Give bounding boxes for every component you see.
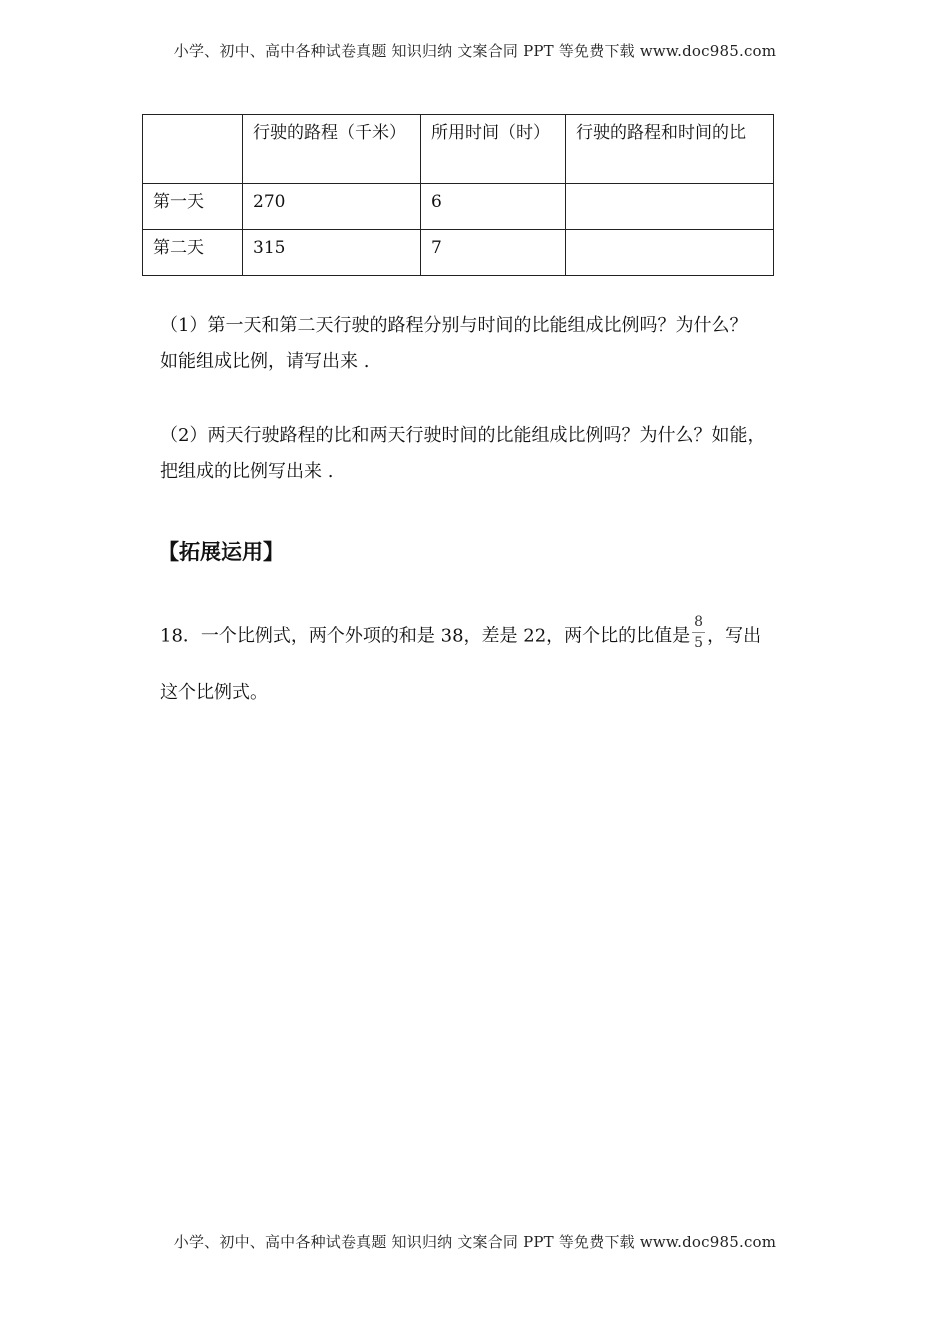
table-header-cell: 所用时间（时） (421, 115, 566, 184)
table-row (143, 230, 774, 276)
table-row (143, 184, 774, 230)
table-header-cell (143, 115, 243, 184)
fraction-bar (692, 632, 705, 633)
fraction-numerator: 8 (694, 614, 704, 630)
section-title: 【拓展运用】 (158, 540, 284, 564)
data-table (142, 114, 774, 276)
table-header-cell: 行驶的路程（千米） (243, 115, 421, 184)
fraction (692, 614, 705, 651)
question-18 (160, 592, 790, 703)
question-2-line-1: （2）两天行驶路程的比和两天行驶时间的比能组成比例吗？为什么？如能， (160, 425, 766, 446)
question-1-line-2: 如能组成比例，请写出来 . (160, 351, 370, 372)
page-header: 小学、初中、高中各种试卷真题 知识归纳 文案合同 PPT 等免费下载 www.doc985.com (173, 42, 777, 60)
table-cell: 315 (243, 230, 421, 276)
table-cell (566, 184, 774, 230)
fraction-denominator: 5 (694, 635, 704, 651)
table-cell: 6 (421, 184, 566, 230)
question-2-line-2: 把组成的比例写出来 . (160, 461, 334, 482)
question-18-line-1 (160, 592, 790, 652)
question-1-line-1: （1）第一天和第二天行驶的路程分别与时间的比能组成比例吗？为什么？ (160, 315, 748, 336)
question-18-text-after: ，写出 (707, 625, 762, 647)
question-1 (160, 308, 790, 380)
question-18-line-2: 这个比例式。 (160, 682, 268, 703)
table-cell: 第一天 (143, 184, 243, 230)
page-footer: 小学、初中、高中各种试卷真题 知识归纳 文案合同 PPT 等免费下载 www.doc985.com (173, 1233, 777, 1251)
table-cell: 第二天 (143, 230, 243, 276)
table-header-cell: 行驶的路程和时间的比 (566, 115, 774, 184)
table-cell: 270 (243, 184, 421, 230)
question-2 (160, 418, 790, 490)
table-cell: 7 (421, 230, 566, 276)
table-cell (566, 230, 774, 276)
question-18-text-before: 18．一个比例式，两个外项的和是 38，差是 22，两个比的比值是 (160, 625, 691, 647)
table-header-row (143, 115, 774, 184)
